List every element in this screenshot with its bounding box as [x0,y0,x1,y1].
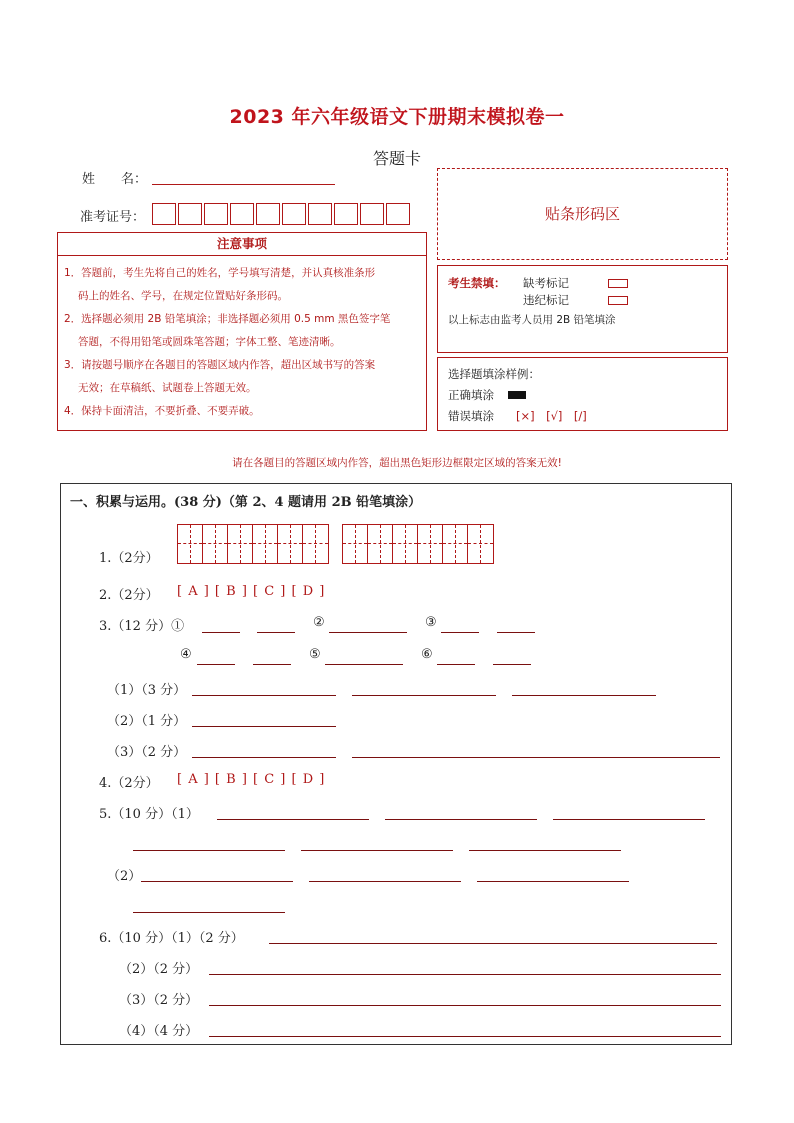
answer-line[interactable] [202,631,240,633]
id-cell[interactable] [386,203,410,225]
answer-line[interactable] [133,911,285,913]
answer-line[interactable] [309,880,461,882]
id-cell[interactable] [152,203,176,225]
notice-line: 1．答题前，考生先将自己的姓名，学号填写清楚，并认真核准条形 [64,267,376,279]
id-cell[interactable] [204,203,228,225]
notice-line: 无效；在草稿纸、试题卷上答题无效。 [78,382,257,394]
question-6-label: 6.（10 分）（1）（2 分） [99,931,244,946]
notice-box [57,232,427,431]
answer-line[interactable] [141,880,293,882]
name-label: 姓 名： [82,172,148,187]
answer-line[interactable] [493,663,531,665]
q3-mark-5: ⑤ [309,647,321,662]
name-field[interactable] [152,166,335,185]
violation-label: 违纪标记 [523,293,569,307]
absent-label: 缺考标记 [523,276,569,290]
forbidden-note: 以上标志由监考人员用 2B 铅笔填涂 [448,314,616,326]
barcode-area [437,168,728,260]
id-cell[interactable] [282,203,306,225]
answer-line[interactable] [497,631,535,633]
answer-line[interactable] [217,818,369,820]
character-grid-2[interactable] [342,524,494,564]
question-4-options[interactable]: [ A ] [ B ] [ C ] [ D ] [177,772,326,787]
correct-fill-sample [508,391,526,399]
question-6-3-label: （3）（2 分） [119,993,199,1008]
answer-line[interactable] [469,849,621,851]
page-subtitle: 答题卡 [372,149,421,168]
answer-line[interactable] [553,818,705,820]
notice-line: 3．请按题号顺序在各题目的答题区域内作答，超出区域书写的答案 [64,359,376,371]
id-cell[interactable] [256,203,280,225]
correct-fill-label: 正确填涂 [448,388,494,402]
answer-line[interactable] [441,631,479,633]
notice-line: 答题，不得用铅笔或圆珠笔答题；字体工整、笔迹清晰。 [78,336,341,348]
answer-line[interactable] [209,1004,721,1006]
id-number-field[interactable] [152,203,412,225]
q3-mark-6: ⑥ [421,647,433,662]
wrong-fill-marks: [×] [√] [/] [516,409,587,423]
id-cell[interactable] [334,203,358,225]
answer-area-warning: 请在各题目的答题区域内作答，超出黑色矩形边框限定区域的答案无效! [232,457,562,469]
answer-line[interactable] [192,756,336,758]
id-cell[interactable] [178,203,202,225]
question-1-label: 1.（2分） [99,551,159,566]
page-title: 2023 年六年级语文下册期末模拟卷一 [229,106,565,128]
answer-line[interactable] [257,631,295,633]
answer-line[interactable] [133,849,285,851]
question-5-2-label: （2） [107,869,142,884]
answer-line[interactable] [477,880,629,882]
barcode-label: 贴条形码区 [544,205,620,223]
answer-line[interactable] [209,1035,721,1037]
q3-mark-4: ④ [180,647,192,662]
answer-line[interactable] [385,818,537,820]
violation-mark-box[interactable] [608,296,628,305]
section-title: 一、积累与运用。(38 分)（第 2、4 题请用 2B 铅笔填涂） [70,495,422,510]
q3-mark-2: ② [313,615,325,630]
notice-line: 2．选择题必须用 2B 铅笔填涂；非选择题必须用 0.5 mm 黑色签字笔 [64,313,391,325]
answer-line[interactable] [352,694,496,696]
answer-line[interactable] [269,942,717,944]
id-label: 准考证号： [80,210,146,225]
character-grid-1[interactable] [177,524,329,564]
wrong-fill-label: 错误填涂 [448,409,494,423]
notice-line: 4．保持卡面清洁，不要折叠、不要弄破。 [64,405,260,417]
forbidden-label: 考生禁填： [448,276,506,290]
question-6-4-label: （4）（4 分） [119,1024,199,1039]
absent-mark-box[interactable] [608,279,628,288]
q3-mark-3: ③ [425,615,437,630]
question-4-label: 4.（2分） [99,776,159,791]
fill-sample-box [437,357,728,431]
answer-line[interactable] [301,849,453,851]
forbidden-box [437,265,728,353]
question-3-1-label: （1）（3 分） [107,683,187,698]
question-3-3-label: （3）（2 分） [107,745,187,760]
id-cell[interactable] [308,203,332,225]
question-3-2-label: （2）（1 分） [107,714,187,729]
question-2-label: 2.（2分） [99,588,159,603]
answer-section [60,483,732,1045]
answer-line[interactable] [197,663,235,665]
question-6-2-label: （2）（2 分） [119,962,199,977]
answer-line[interactable] [192,725,336,727]
answer-line[interactable] [329,631,407,633]
id-cell[interactable] [360,203,384,225]
answer-line[interactable] [512,694,656,696]
answer-line[interactable] [325,663,403,665]
question-3-label: 3.（12 分）① [99,619,185,634]
notice-line: 码上的姓名、学号，在规定位置贴好条形码。 [78,290,288,302]
answer-line[interactable] [437,663,475,665]
notice-heading: 注意事项 [58,233,426,256]
id-cell[interactable] [230,203,254,225]
question-2-options[interactable]: [ A ] [ B ] [ C ] [ D ] [177,584,326,599]
answer-line[interactable] [209,973,721,975]
answer-line[interactable] [352,756,720,758]
question-5-label: 5.（10 分）（1） [99,807,199,822]
answer-line[interactable] [192,694,336,696]
answer-line[interactable] [253,663,291,665]
fill-sample-title: 选择题填涂样例： [448,367,540,381]
